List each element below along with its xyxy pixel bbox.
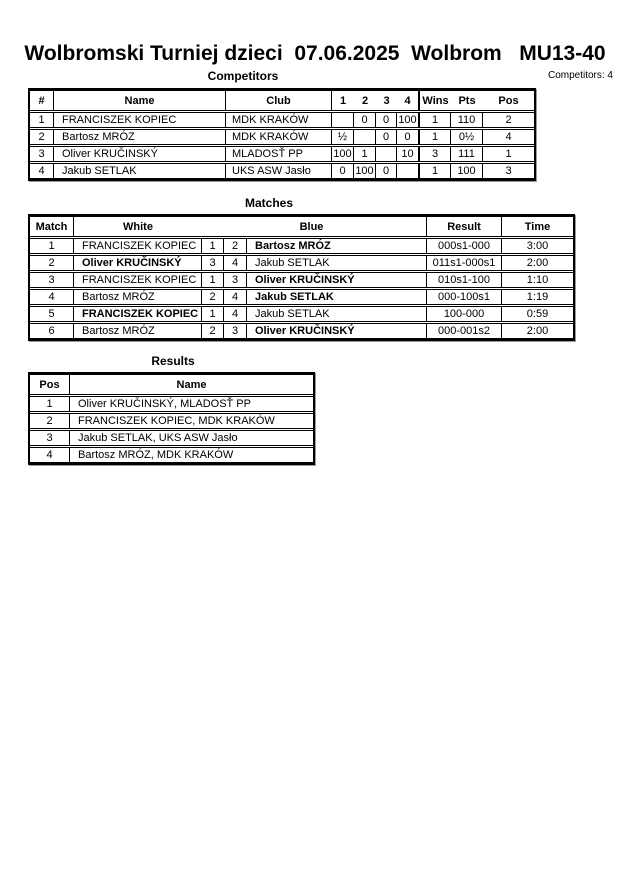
competitors-table bbox=[28, 88, 536, 181]
white-number-cell: 1 bbox=[202, 239, 224, 253]
competitor-row-4 bbox=[30, 163, 534, 179]
header-rank: # bbox=[30, 91, 54, 110]
name-cell: Jakub SETLAK, UKS ASW Jasło bbox=[78, 432, 238, 444]
header-pos: Pos bbox=[498, 94, 519, 107]
pos-cell: 2 bbox=[30, 414, 70, 428]
rank-cell: 2 bbox=[30, 130, 54, 144]
wins-cell: 3 bbox=[418, 147, 451, 161]
wins-cell: 1 bbox=[418, 113, 451, 127]
score-cell-2: 1 bbox=[354, 147, 376, 161]
competitor-row-1 bbox=[30, 112, 534, 128]
result-cell: 000-001s2 bbox=[427, 324, 502, 338]
competitors-header-row bbox=[30, 90, 534, 111]
time-cell: 2:00 bbox=[526, 325, 549, 337]
header-round-1: 1 bbox=[339, 94, 347, 107]
pos-cell: 3 bbox=[30, 431, 70, 445]
score-cell-3: 0 bbox=[376, 130, 397, 144]
pos-cell: 1 bbox=[30, 397, 70, 411]
match-row-3 bbox=[30, 272, 573, 288]
page-title: Wolbromski Turniej dzieci 07.06.2025 Wolbrom MU13-40 bbox=[24, 42, 606, 65]
score-cell-2: 0 bbox=[354, 113, 376, 127]
time-cell: 3:00 bbox=[526, 240, 549, 252]
name-cell: Bartosz MRÓZ bbox=[54, 130, 226, 144]
rank-cell: 4 bbox=[30, 164, 54, 178]
score-cell-4 bbox=[397, 164, 418, 178]
score-cell-1: ½ bbox=[332, 130, 354, 144]
result-cell: 010s1-100 bbox=[427, 273, 502, 287]
white-name-cell: Oliver KRUČINSKÝ bbox=[74, 256, 202, 270]
score-cell-1: 0 bbox=[332, 164, 354, 178]
header-pos: Pos bbox=[30, 375, 70, 394]
header-white: White bbox=[123, 220, 153, 233]
blue-name-cell: Oliver KRUČINSKÝ bbox=[247, 273, 427, 287]
wins-cell: 1 bbox=[418, 164, 451, 178]
blue-number-cell: 4 bbox=[224, 256, 247, 270]
match-row-4 bbox=[30, 289, 573, 305]
result-row-3 bbox=[30, 430, 313, 446]
blue-number-cell: 4 bbox=[224, 290, 247, 304]
score-cell-1: 100 bbox=[332, 147, 354, 161]
name-cell: FRANCISZEK KOPIEC bbox=[54, 113, 226, 127]
score-cell-4: 10 bbox=[401, 148, 414, 160]
name-cell: FRANCISZEK KOPIEC, MDK KRAKÓW bbox=[78, 415, 275, 427]
match-row-5 bbox=[30, 306, 573, 322]
pts-cell: 110 bbox=[451, 113, 483, 127]
header-round-4: 4 bbox=[404, 94, 411, 107]
results-header-row bbox=[30, 374, 313, 395]
blue-number-cell: 2 bbox=[224, 239, 247, 253]
matches-header-row bbox=[30, 216, 573, 237]
pts-cell: 100 bbox=[451, 164, 483, 178]
header-name: Name bbox=[176, 378, 207, 391]
club-cell: MLADOSŤ PP bbox=[226, 147, 332, 161]
name-cell: Oliver KRUČINSKÝ bbox=[54, 147, 226, 161]
white-name-cell: FRANCISZEK KOPIEC bbox=[74, 273, 202, 287]
white-name-cell: Bartosz MRÓZ bbox=[74, 290, 202, 304]
score-cell-3: 0 bbox=[376, 164, 397, 178]
blue-number-cell: 4 bbox=[224, 307, 247, 321]
header-result: Result bbox=[427, 217, 502, 236]
match-row-1 bbox=[30, 238, 573, 254]
matches-table bbox=[28, 214, 575, 341]
pts-cell: 111 bbox=[451, 147, 483, 161]
header-club: Club bbox=[226, 91, 332, 110]
club-cell: UKS ASW Jasło bbox=[226, 164, 332, 178]
blue-number-cell: 3 bbox=[224, 324, 247, 338]
wins-cell: 1 bbox=[418, 130, 451, 144]
name-cell: Bartosz MRÓZ, MDK KRAKÓW bbox=[78, 449, 234, 461]
result-row-1 bbox=[30, 396, 313, 412]
white-name-cell: Bartosz MRÓZ bbox=[74, 324, 202, 338]
rank-cell: 3 bbox=[30, 147, 54, 161]
rank-cell: 1 bbox=[30, 113, 54, 127]
header-wins: Wins bbox=[418, 91, 451, 110]
match-number-cell: 3 bbox=[30, 273, 74, 287]
name-cell: Oliver KRUČINSKÝ, MLADOSŤ PP bbox=[78, 398, 251, 410]
header-pts: Pts bbox=[458, 94, 476, 107]
score-cell-4: 0 bbox=[404, 131, 411, 143]
header-name: Name bbox=[54, 91, 226, 110]
time-cell: 0:59 bbox=[526, 308, 549, 320]
header-round-3: 3 bbox=[383, 94, 390, 107]
header-match: Match bbox=[30, 217, 74, 236]
time-cell: 1:19 bbox=[526, 291, 549, 303]
score-cell-3: 0 bbox=[376, 113, 397, 127]
pos-cell: 4 bbox=[30, 448, 70, 462]
match-number-cell: 1 bbox=[30, 239, 74, 253]
club-cell: MDK KRAKÓW bbox=[226, 113, 332, 127]
club-cell: MDK KRAKÓW bbox=[226, 130, 332, 144]
header-time: Time bbox=[524, 220, 551, 233]
match-number-cell: 2 bbox=[30, 256, 74, 270]
blue-number-cell: 3 bbox=[224, 273, 247, 287]
results-section-title: Results bbox=[151, 354, 195, 368]
header-blue: Blue bbox=[247, 217, 427, 236]
white-number-cell: 1 bbox=[202, 307, 224, 321]
white-number-cell: 2 bbox=[202, 290, 224, 304]
white-name-cell: FRANCISZEK KOPIEC bbox=[74, 307, 202, 321]
time-cell: 2:00 bbox=[526, 257, 549, 269]
competitor-row-3 bbox=[30, 146, 534, 162]
result-row-4 bbox=[30, 447, 313, 463]
match-number-cell: 5 bbox=[30, 307, 74, 321]
blue-name-cell: Jakub SETLAK bbox=[247, 290, 427, 304]
competitor-row-2 bbox=[30, 129, 534, 145]
match-number-cell: 6 bbox=[30, 324, 74, 338]
result-cell: 000-100s1 bbox=[427, 290, 502, 304]
results-table bbox=[28, 372, 315, 465]
time-cell: 1:10 bbox=[526, 274, 549, 286]
blue-name-cell: Oliver KRUČINSKÝ bbox=[247, 324, 427, 338]
blue-name-cell: Bartosz MRÓZ bbox=[247, 239, 427, 253]
white-number-cell: 3 bbox=[202, 256, 224, 270]
blue-name-cell: Jakub SETLAK bbox=[247, 256, 427, 270]
result-cell: 011s1-000s1 bbox=[427, 256, 502, 270]
match-number-cell: 4 bbox=[30, 290, 74, 304]
pts-cell: 0½ bbox=[451, 130, 483, 144]
match-row-2 bbox=[30, 255, 573, 271]
result-row-2 bbox=[30, 413, 313, 429]
pos-cell: 2 bbox=[505, 114, 512, 126]
score-cell-2: 100 bbox=[354, 164, 376, 178]
result-cell: 100-000 bbox=[427, 307, 502, 321]
score-cell-3 bbox=[376, 147, 397, 161]
pos-cell: 1 bbox=[505, 148, 512, 160]
name-cell: Jakub SETLAK bbox=[54, 164, 226, 178]
pos-cell: 4 bbox=[505, 131, 512, 143]
competitors-section-title: Competitors bbox=[207, 69, 279, 83]
match-row-6 bbox=[30, 323, 573, 339]
score-cell-1 bbox=[332, 113, 354, 127]
result-cell: 000s1-000 bbox=[427, 239, 502, 253]
pos-cell: 3 bbox=[505, 165, 512, 177]
matches-section-title: Matches bbox=[244, 196, 294, 210]
competitors-count: Competitors: 4 bbox=[547, 70, 613, 81]
white-number-cell: 2 bbox=[202, 324, 224, 338]
white-number-cell: 1 bbox=[202, 273, 224, 287]
white-name-cell: FRANCISZEK KOPIEC bbox=[74, 239, 202, 253]
blue-name-cell: Jakub SETLAK bbox=[247, 307, 427, 321]
score-cell-4: 100 bbox=[398, 114, 417, 126]
header-round-2: 2 bbox=[361, 94, 369, 107]
score-cell-2 bbox=[354, 130, 376, 144]
